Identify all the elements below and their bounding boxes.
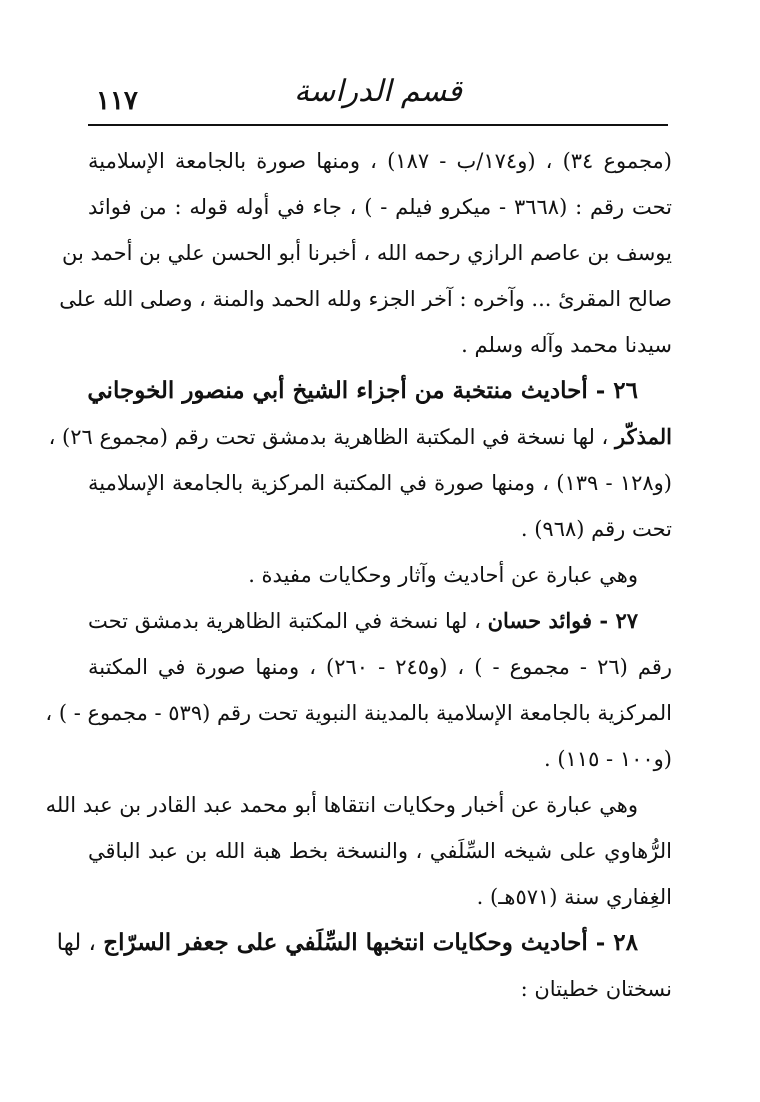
text-line: الرُّهاوي على شيخه السِّلَفي ، والنسخة بخط هبة الله بن عبد الباقي — [88, 839, 672, 863]
text-line: سيدنا محمد وآله وسلم . — [461, 333, 672, 357]
text-line: تحت رقم : (٣٦٦٨ - ميكرو فيلم - ) ، جاء في أوله قوله : من فوائد — [88, 195, 672, 219]
text-line: صالح المقرئ ... وآخره : آخر الجزء ولله الحمد والمنة ، وصلى الله على — [59, 287, 672, 311]
text-line: تحت رقم (٩٦٨) . — [520, 517, 672, 541]
entry-heading-26: ٢٦ - أحاديث منتخبة من أجزاء الشيخ أبي منصور الخوجاني — [87, 377, 638, 404]
text-line: المذكّر ، لها نسخة في المكتبة الظاهرية بدمشق تحت رقم (مجموع ٢٦) ، — [48, 424, 672, 449]
text-line: (مجموع ٣٤) ، (و١٧٤/ب - ١٨٧) ، ومنها صورة بالجامعة الإسلامية — [88, 149, 672, 173]
text-line: (و١٢٨ - ١٣٩) ، ومنها صورة في المكتبة المركزية بالجامعة الإسلامية — [88, 471, 672, 495]
entry-heading-27: ٢٧ - فوائد حسان ، لها نسخة في المكتبة الظاهرية بدمشق تحت — [88, 608, 638, 633]
text-line: وهي عبارة عن أخبار وحكايات انتقاها أبو محمد عبد القادر بن عبد الله — [45, 793, 638, 817]
text-line: المركزية بالجامعة الإسلامية بالمدينة النبوية تحت رقم (٥٣٩ - مجموع - ) ، — [45, 701, 672, 725]
entry-heading-28: ٢٨ - أحاديث وحكايات انتخبها السِّلَفي على جعفر السرّاج ، لها — [56, 929, 638, 956]
text-line: نسختان خطيتان : — [520, 977, 672, 1001]
page-number: ١١٧ — [96, 86, 138, 116]
text-line: وهي عبارة عن أحاديث وآثار وحكايات مفيدة . — [248, 563, 638, 587]
page-header — [88, 72, 668, 126]
text-line: (و١٠٠ - ١١٥) . — [543, 747, 672, 771]
text-line: يوسف بن عاصم الرازي رحمه الله ، أخبرنا أبو الحسن علي بن أحمد بن — [62, 241, 672, 265]
page-body — [45, 138, 673, 1012]
text-line: رقم (٢٦ - مجموع - ) ، (و٢٤٥ - ٢٦٠) ، ومنها صورة في المكتبة — [88, 655, 673, 679]
text-line: الغِفاري سنة (٥٧١هـ) . — [476, 885, 672, 909]
running-title: قسم الدراسة — [294, 74, 462, 109]
